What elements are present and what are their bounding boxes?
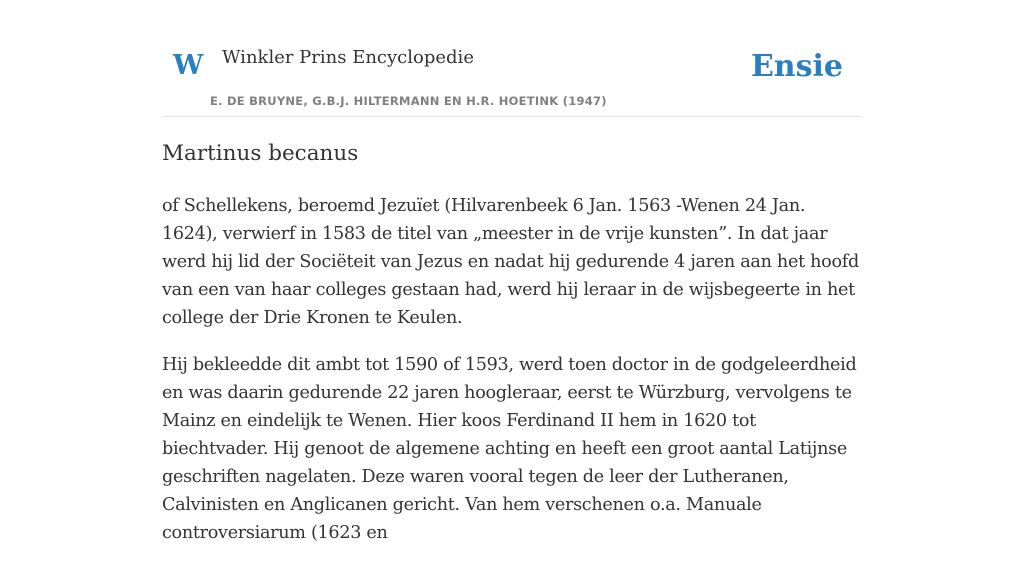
- ensie-logo[interactable]: Ensie: [750, 49, 843, 84]
- page: [162, 0, 862, 543]
- entry-paragraph: of Schellekens, beroemd Jezuïet (Hilvarenbeek 6 Jan. 1563 -Wenen 24 Jan. 1624), verwierf in 1583 de titel van „meester in de vrije kunsten”. In dat jaar werd hij lid der Sociëteit van Jezus en nadat hij gedurende 4 jaren aan het hoofd van een van haar colleges gestaan had, werd hij leraar in de wijsbegeerte in het college der Drie Kronen te Keulen.: [162, 196, 859, 328]
- book-authors: E. DE BRUYNE, G.B.J. HILTERMANN EN H.R. HOETINK (1947): [210, 94, 607, 108]
- book-title-link[interactable]: Winkler Prins Encyclopedie: [222, 47, 474, 68]
- winkler-prins-logo[interactable]: W: [173, 50, 204, 81]
- site-header: [162, 0, 862, 117]
- entry-body: [162, 192, 862, 566]
- entry-title: Martinus becanus: [162, 141, 359, 166]
- entry-paragraph: Hij bekleedde dit ambt tot 1590 of 1593, werd toen doctor in de godgeleerdheid en was daarin gedurende 22 jaren hoogleraar, eerst te Würzburg, vervolgens te Mainz en eindelijk te Wenen. Hier koos Ferdinand II hem in 1620 tot biechtvader. Hij genoot de algemene achting en heeft een groot aantal Latijnse geschriften nagelaten. Deze waren vooral tegen de leer der Lutheranen, Calvinisten en Anglicanen gericht. Van hem verschenen o.a. Manuale controversiarum (1623 en: [162, 355, 857, 543]
